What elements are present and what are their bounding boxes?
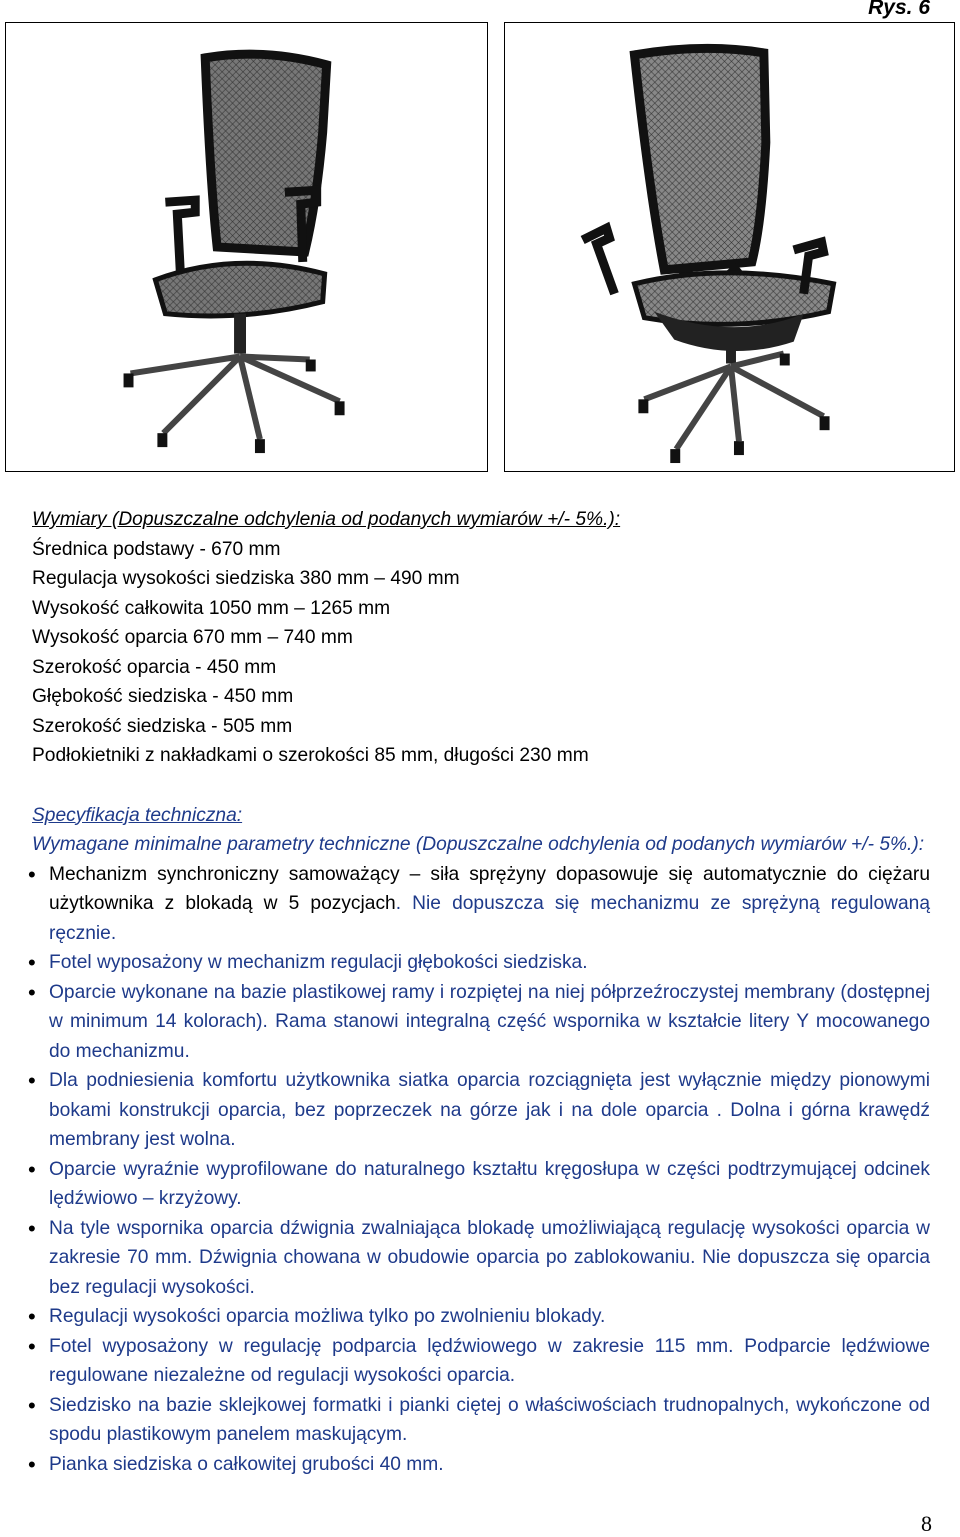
specification-list (32, 860, 930, 1480)
list-item: • Pianka siedziska o całkowitej grubości 40 mm. (32, 1450, 930, 1480)
list-item: • Dla podniesienia komfortu użytkownika siatka oparcia rozciągnięta jest wyłącznie między pionowymi bokami konstrukcji oparcia, bez poprzeczek na górze jak i na dole oparcia . Dolna i górna krawędź membrany jest wolna. (32, 1066, 930, 1155)
dimensions-heading: Wymiary (Dopuszczalne odchylenia od podanych wymiarów +/- 5%.): (32, 509, 621, 530)
dimension-line: Wysokość całkowita 1050 mm – 1265 mm (32, 597, 391, 619)
dimension-line: Średnica podstawy - 670 mm (32, 538, 281, 560)
dimension-line: Wysokość oparcia 670 mm – 740 mm (32, 627, 353, 648)
list-item: • Regulacji wysokości oparcia możliwa tylko po zwolnieniu blokady. (32, 1302, 930, 1332)
specification-intro: Wymagane minimalne parametry techniczne (Dopuszczalne odchylenia od podanych wymiarów +/- 5%.): (32, 834, 925, 855)
figure-label: Rys. 6 (868, 0, 930, 19)
list-item: • Fotel wyposażony w regulację podparcia lędźwiowego w zakresie 115 mm. Podparcie lędźwiowe regulowane niezależne od regulacji wysokości oparcia. (32, 1332, 930, 1391)
dimension-line: Podłokietniki z nakładkami o szerokości 85 mm, długości 230 mm (32, 745, 589, 766)
list-item: • Na tyle wspornika oparcia dźwignia zwalniająca blokadę umożliwiającą regulację wysokości oparcia w zakresie 70 mm. Dźwignia chowana w obudowie oparcia po zablokowaniu. Nie dopuszcza się oparcia bez regulacji wysokości. (32, 1214, 930, 1303)
list-item: • Fotel wyposażony w mechanizm regulacji głębokości siedziska. (32, 948, 930, 978)
chair-back-image (504, 22, 955, 472)
list-item: • Oparcie wyraźnie wyprofilowane do naturalnego kształtu kręgosłupa w części podtrzymującej odcinek lędźwiowo – krzyżowy. (32, 1155, 930, 1214)
list-item: • Mechanizm synchroniczny samoważący – siła sprężyny dopasowuje się automatycznie do ciężaru użytkownika z blokadą w 5 pozycjach. Nie dopuszcza się mechanizmu ze sprężyną regulowaną ręcznie. (32, 860, 930, 949)
document-body (32, 505, 930, 1479)
specification-heading: Specyfikacja techniczna: (32, 804, 243, 826)
dimension-line: Szerokość siedziska - 505 mm (32, 715, 293, 737)
list-item: • Siedzisko na bazie sklejkowej formatki i pianki ciętej o właściwościach trudnopalnych, wykończone od spodu plastikowym panelem maskującym. (32, 1391, 930, 1450)
dimension-line: Regulacja wysokości siedziska 380 mm – 490 mm (32, 568, 460, 589)
list-item: • Oparcie wykonane na bazie plastikowej ramy i rozpiętej na niej półprzeźroczystej membrany (dostępnej w minimum 14 kolorach). Rama stanowi integralną część wspornika w kształcie litery Y mocowanego do mechanizmu. (32, 978, 930, 1067)
chair-front-image (5, 22, 488, 472)
chair-back-illustration (505, 23, 954, 471)
dimension-line: Szerokość oparcia - 450 mm (32, 656, 277, 678)
chair-front-illustration (6, 23, 487, 471)
page-number: 8 (921, 1511, 932, 1536)
dimension-line: Głębokość siedziska - 450 mm (32, 686, 294, 707)
